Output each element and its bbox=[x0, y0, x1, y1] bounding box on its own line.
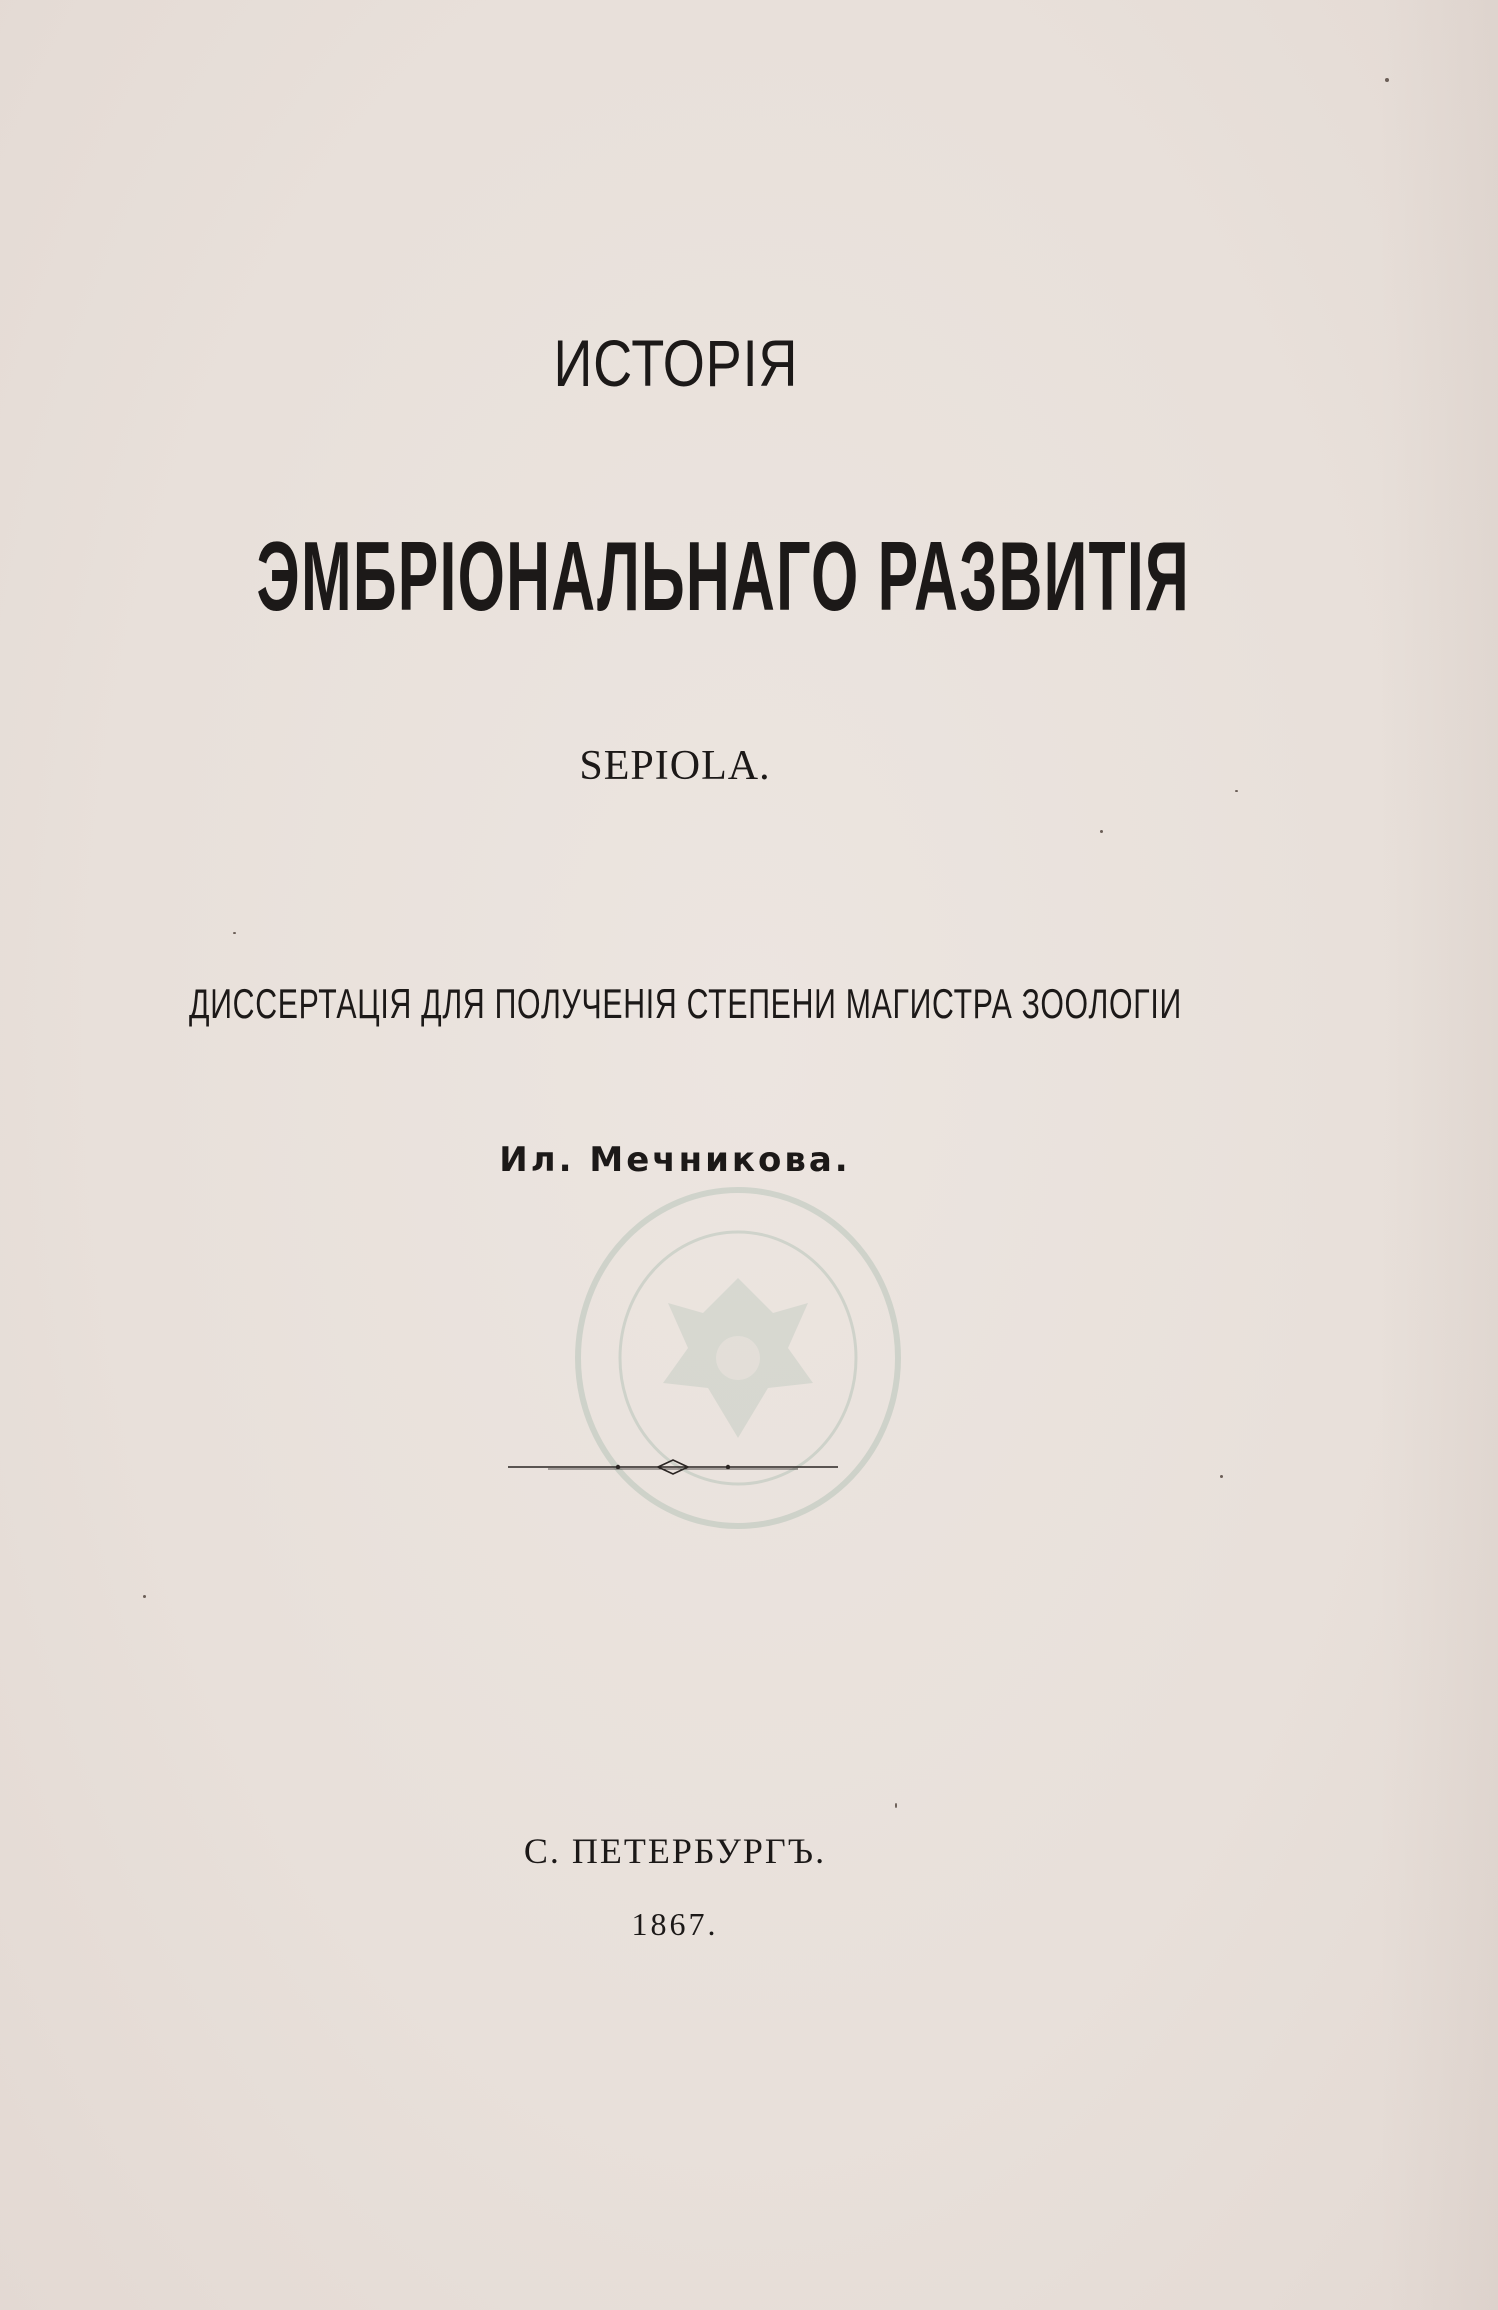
paper-speck bbox=[1235, 790, 1238, 792]
page-edge-shadow bbox=[1378, 0, 1498, 2310]
paper-speck bbox=[233, 932, 236, 934]
paper-speck bbox=[1385, 78, 1389, 82]
paper-speck bbox=[1220, 1475, 1223, 1478]
paper-speck bbox=[1100, 830, 1103, 833]
title-line-1: ИСТОРІЯ bbox=[553, 326, 799, 400]
title-line-3: SEPIOLA. bbox=[579, 743, 771, 789]
imprint-year: 1867. bbox=[631, 1906, 719, 1942]
author-name: Ил. Мечникова. bbox=[499, 1140, 851, 1180]
dissertation-subtitle: ДИССЕРТАЦІЯ ДЛЯ ПОЛУЧЕНІЯ СТЕПЕНИ МАГИСТРА ЗООЛОГІИ bbox=[188, 980, 1182, 1027]
title-line-2: ЭМБРІОНАЛЬНАГО РАЗВИТІЯ bbox=[256, 521, 1190, 631]
library-stamp-icon bbox=[568, 1183, 908, 1533]
imprint-city: С. ПЕТЕРБУРГЪ. bbox=[523, 1831, 827, 1871]
paper-speck bbox=[143, 1595, 146, 1598]
ornamental-rule bbox=[508, 1455, 838, 1479]
paper-speck bbox=[895, 1803, 897, 1808]
